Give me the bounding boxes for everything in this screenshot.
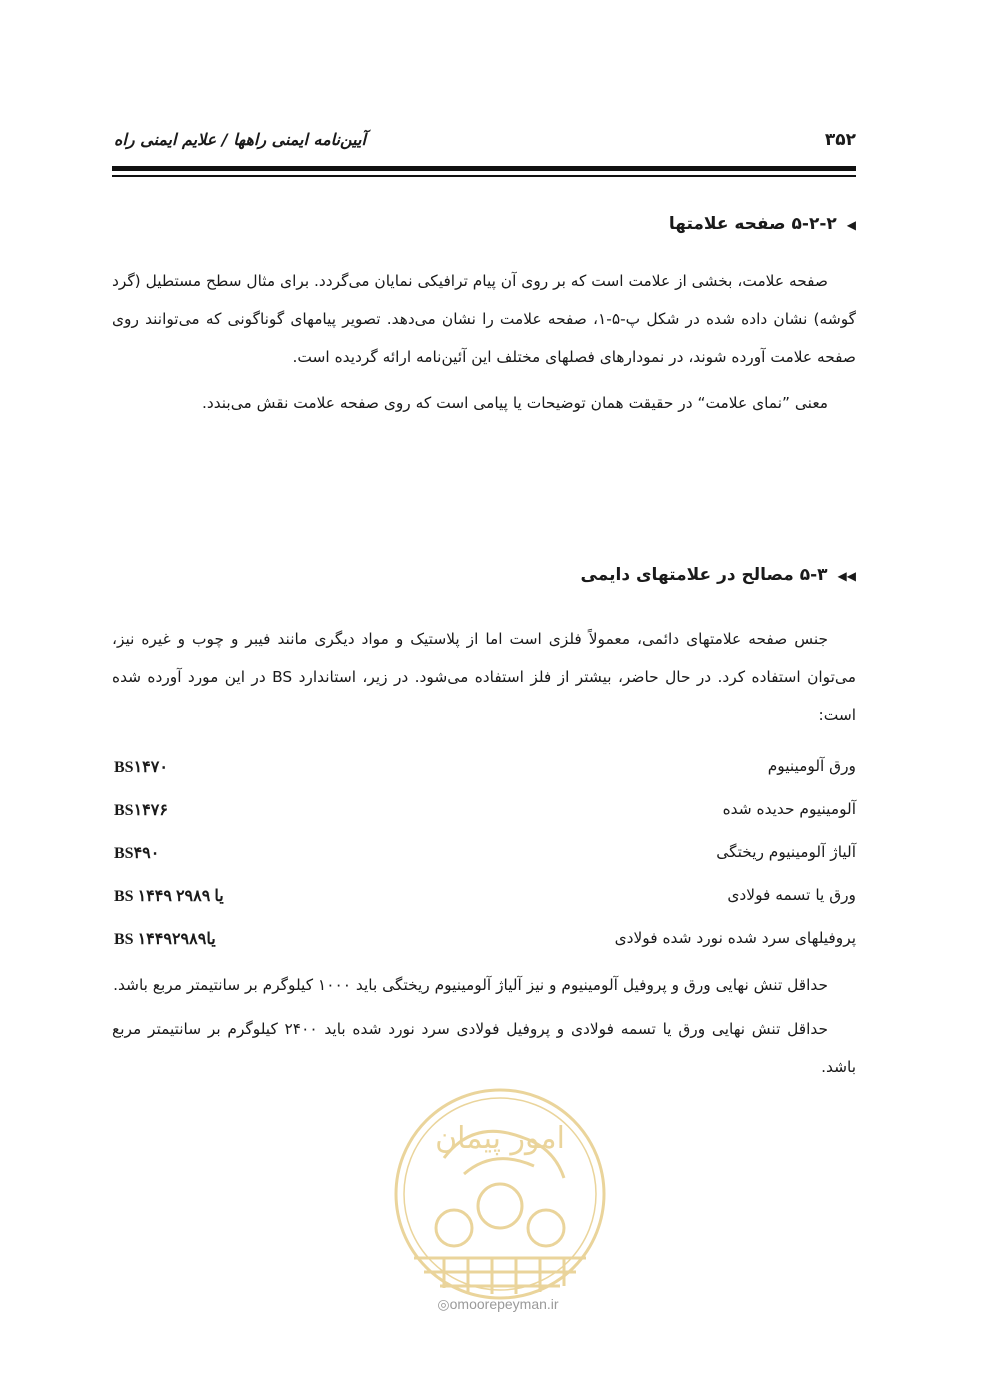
section-1 (112, 214, 856, 234)
section-1-heading: ◀۵-۲-۲ صفحه علامتها (668, 214, 856, 234)
section-1-paragraph-2: معنی ”نمای علامت“ در حقیقت همان توضیحات یا پیامی است که روی صفحه علامت نقش می‌بندد. (201, 394, 828, 412)
standard-code: BS۱۴۷۰ (114, 759, 168, 776)
standard-row (112, 886, 856, 916)
standard-code: BS۴۹۰ (114, 845, 160, 862)
header-rule-thin (112, 175, 856, 177)
section-2 (112, 565, 856, 585)
standard-row (112, 757, 856, 787)
standard-code: BS ۱۴۴۹ یا ۲۹۸۹ (114, 888, 224, 905)
double-arrow-marker-icon: ◀◀ (837, 569, 856, 583)
running-title: آیین‌نامه ایمنی راهها / علایم ایمنی راه (114, 130, 366, 149)
closing-paragraph-1: حداقل تنش نهایی ورق و پروفیل آلومینیوم و نیز آلیاژ آلومینیوم ریختگی باید ۱۰۰۰ کیلوگرم بر سانتیمتر مربع باشد. (113, 976, 828, 994)
section-2-intro (112, 620, 856, 734)
watermark-logo-text: امور پیمان (435, 1121, 565, 1156)
standard-label: ورق آلومینیوم (767, 757, 856, 775)
arrow-marker-icon: ◀ (846, 218, 856, 232)
section-1-body (112, 262, 856, 422)
watermark-globe-icon: ◎ (437, 1296, 450, 1312)
standard-row (112, 843, 856, 873)
standard-row (112, 800, 856, 830)
header-rule-thick (112, 166, 856, 171)
standard-code: BS۱۴۷۶ (114, 802, 168, 819)
standard-label: ورق یا تسمه فولادی (727, 886, 856, 904)
standard-label: آلومینیوم حدیده شده (722, 800, 856, 818)
standard-row (112, 929, 856, 959)
closing-paragraph-2: حداقل تنش نهایی ورق یا تسمه فولادی و پروفیل فولادی سرد نورد شده باید ۲۴۰۰ کیلوگرم بر سانتیمتر مربع باشد. (112, 1020, 856, 1076)
section-2-intro-paragraph: جنس صفحه علامتهای دائمی، معمولاً فلزی است اما از پلاستیک و مواد دیگری مانند فیبر و چوب و غیره نیز، می‌توان استفاده کرد. در حال حاضر، بیشتر از فلز استفاده می‌شود. در زیر، استاندارد BS در این مورد آورده شده است: (112, 630, 856, 724)
section-1-paragraph-1: صفحه علامت، بخشی از علامت است که بر روی آن پیام ترافیکی نمایان می‌گردد. برای مثال سطح مستطیل (گرد گوشه) نشان داده شده در شکل پ-۵-۱، صفحه علامت را نشان می‌دهد. تصویر پیامهای گوناگونی که می‌توانند روی صفحه علامت آورده شوند، در نمودارهای فصلهای مختلف این آئین‌نامه ارائه گردیده است. (112, 272, 856, 366)
standard-label: آلیاژ آلومینیوم ریختگی (716, 843, 856, 861)
section-2-heading: ◀◀۵-۳ مصالح در علامتهای دایمی (580, 565, 856, 585)
standard-label: پروفیلهای سرد شده نورد شده فولادی (614, 929, 856, 947)
section-2-closing (112, 966, 856, 1086)
standard-code: BS ۱۴۴۹یا۲۹۸۹ (114, 931, 216, 948)
watermark-logo-icon (384, 1078, 616, 1310)
watermark-url: ◎omoorepeyman.ir (437, 1296, 559, 1312)
page-number: ۳۵۲ (824, 130, 856, 150)
